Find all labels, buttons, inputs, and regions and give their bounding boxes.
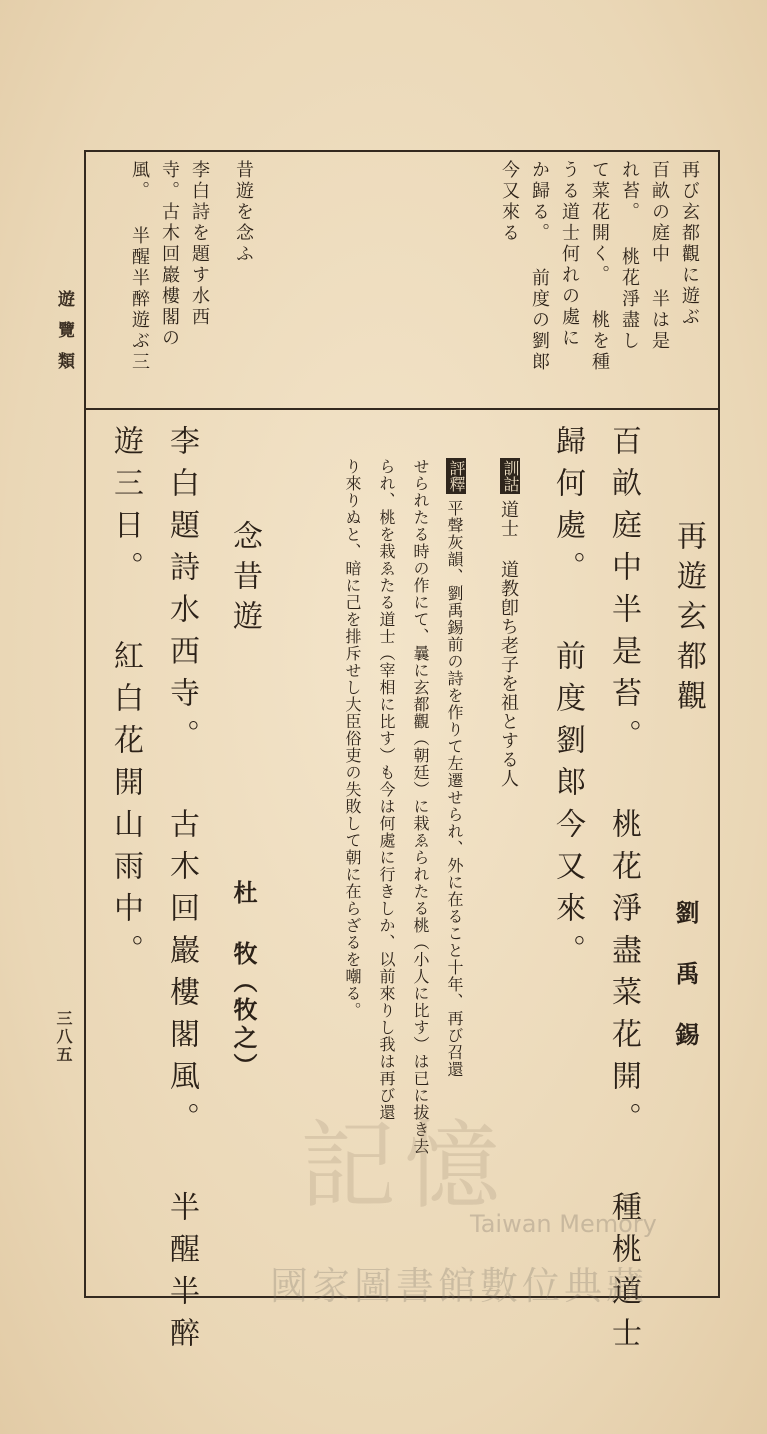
kundoku-line: うる道士何れの處に bbox=[559, 160, 580, 349]
kundoku-line: 再び玄都觀に遊ぶ bbox=[679, 160, 700, 328]
hyoshaku-label: 評釋 bbox=[447, 460, 466, 492]
poem-title: 念昔遊 bbox=[227, 520, 262, 640]
section-divider bbox=[84, 408, 720, 410]
poem-line: 遊三日。 紅白花開山雨中。 bbox=[108, 425, 143, 976]
running-header: 遊覽類 bbox=[54, 290, 74, 383]
kundoku-line: 風。 半醒半醉遊ぶ三 bbox=[129, 160, 150, 373]
watermark-text-zh: 國家圖書館數位典藏 bbox=[270, 1264, 649, 1308]
hyoshaku-line: せられたる時の作にて、曩に玄都觀（朝廷）に栽ゑられたる桃（小人に比す）は已に拔き去 bbox=[411, 458, 430, 1155]
poem-line: 歸何處。 前度劉郞今又來。 bbox=[550, 425, 585, 976]
hyoshaku-line: られ、桃を栽ゑたる道士（宰相に比す）も今は何處に行きしか、以前來りし我は再び還 bbox=[377, 458, 396, 1121]
page-number: 三八五 bbox=[54, 1010, 73, 1064]
kunko-label: 訓詁 bbox=[501, 460, 520, 492]
kundoku-line: 昔遊を念ふ bbox=[233, 160, 254, 265]
poem-title: 再遊玄都觀 bbox=[671, 520, 706, 720]
kunko-text: 道士 道教卽ち老子を祖とする人 bbox=[498, 500, 519, 788]
kundoku-line: 李白詩を題す水西 bbox=[189, 160, 210, 328]
kundoku-line: て菜花開く。 桃を種 bbox=[589, 160, 610, 373]
watermark-text-en: Taiwan Memory bbox=[470, 1210, 657, 1238]
poem-author: 杜 牧（牧之） bbox=[229, 880, 258, 1081]
kundoku-line: か歸る。 前度の劉郞 bbox=[529, 160, 550, 373]
hyoshaku-line: り來りぬと、暗に己を排斥せし大臣俗吏の失敗して朝に在らざるを嘲る。 bbox=[343, 458, 362, 1019]
poem-author: 劉 禹 錫 bbox=[671, 900, 700, 1050]
watermark-logo: 記憶 bbox=[300, 1110, 508, 1222]
hyoshaku-line: 平聲灰韻、劉禹錫前の詩を作りて左遷せられ、外に在ること十年、再び召還 bbox=[445, 500, 464, 1078]
kundoku-line: 百畝の庭中 半は是 bbox=[649, 160, 670, 352]
kundoku-line: れ苔。 桃花淨盡し bbox=[619, 160, 640, 352]
poem-line: 李白題詩水西寺。 古木回巖樓閣風。 半醒半醉 bbox=[164, 425, 199, 1359]
kundoku-line: 今又來る bbox=[499, 160, 520, 244]
kundoku-line: 寺。古木回巖樓閣の bbox=[159, 160, 180, 349]
poem-line: 百畝庭中半是苔。 桃花淨盡菜花開。 種桃道士 bbox=[606, 425, 641, 1359]
